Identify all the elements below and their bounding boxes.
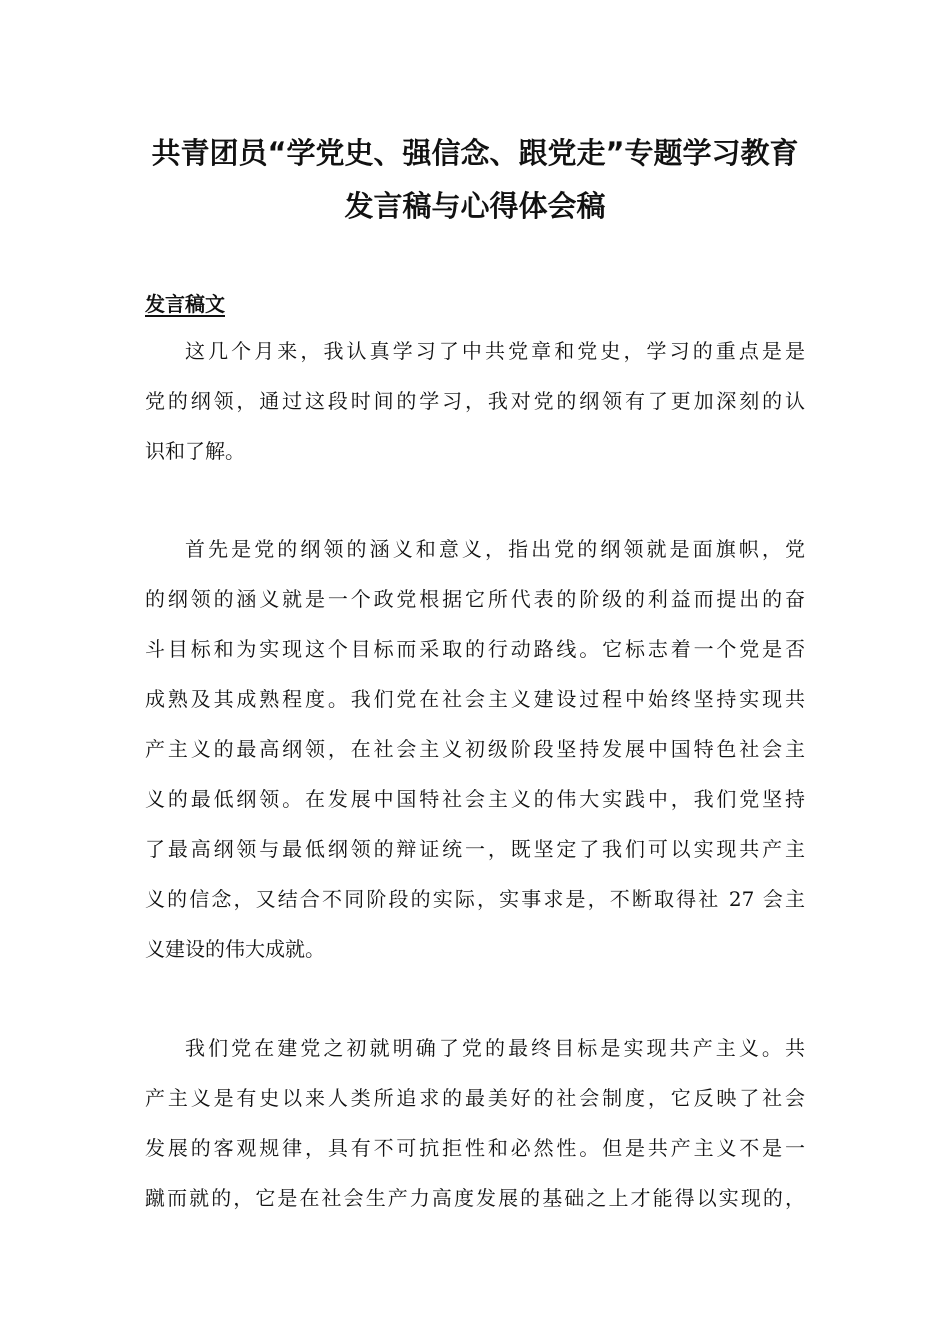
paragraph-line: 发展的客观规律，具有不可抗拒性和必然性。但是共产主义不是一: [145, 1136, 805, 1160]
section-heading: 发言稿文: [145, 292, 225, 316]
paragraph-1: [145, 326, 805, 476]
paragraph-line: 我们党在建党之初就明确了党的最终目标是实现共产主义。共: [185, 1036, 805, 1060]
document-title-line-1: 共青团员“学党史、强信念、跟党走”专题学习教育: [151, 136, 799, 170]
paragraph-line: 义建设的伟大成就。: [145, 937, 325, 961]
paragraph-line: 了最高纲领与最低纲领的辩证统一，既坚定了我们可以实现共产主: [145, 837, 805, 861]
paragraph-line: 斗目标和为实现这个目标而采取的行动路线。它标志着一个党是否: [145, 637, 805, 661]
document-title-line-2: 发言稿与心得体会稿: [344, 189, 606, 223]
paragraph-line: 成熟及其成熟程度。我们党在社会主义建设过程中始终坚持实现共: [145, 687, 805, 711]
paragraph-line: 这几个月来，我认真学习了中共党章和党史，学习的重点是是: [185, 339, 805, 363]
paragraph-line: 党的纲领，通过这段时间的学习，我对党的纲领有了更加深刻的认: [145, 389, 805, 413]
paragraph-line: 产主义是有史以来人类所追求的最美好的社会制度，它反映了社会: [145, 1086, 805, 1110]
paragraph-line: 义的信念，又结合不同阶段的实际，实事求是，不断取得社 27 会主: [145, 887, 805, 911]
paragraph-2: [145, 524, 805, 974]
paragraph-line: 蹴而就的，它是在社会生产力高度发展的基础之上才能得以实现的，: [145, 1186, 805, 1210]
paragraph-line: 识和了解。: [145, 439, 245, 463]
paragraph-line: 的纲领的涵义就是一个政党根据它所代表的阶级的利益而提出的奋: [145, 587, 805, 611]
paragraph-line: 首先是党的纲领的涵义和意义，指出党的纲领就是面旗帜，党: [185, 537, 805, 561]
paragraph-line: 产主义的最高纲领，在社会主义初级阶段坚持发展中国特色社会主: [145, 737, 805, 761]
paragraph-line: 义的最低纲领。在发展中国特社会主义的伟大实践中，我们党坚持: [145, 787, 805, 811]
paragraph-3: [145, 1023, 805, 1223]
